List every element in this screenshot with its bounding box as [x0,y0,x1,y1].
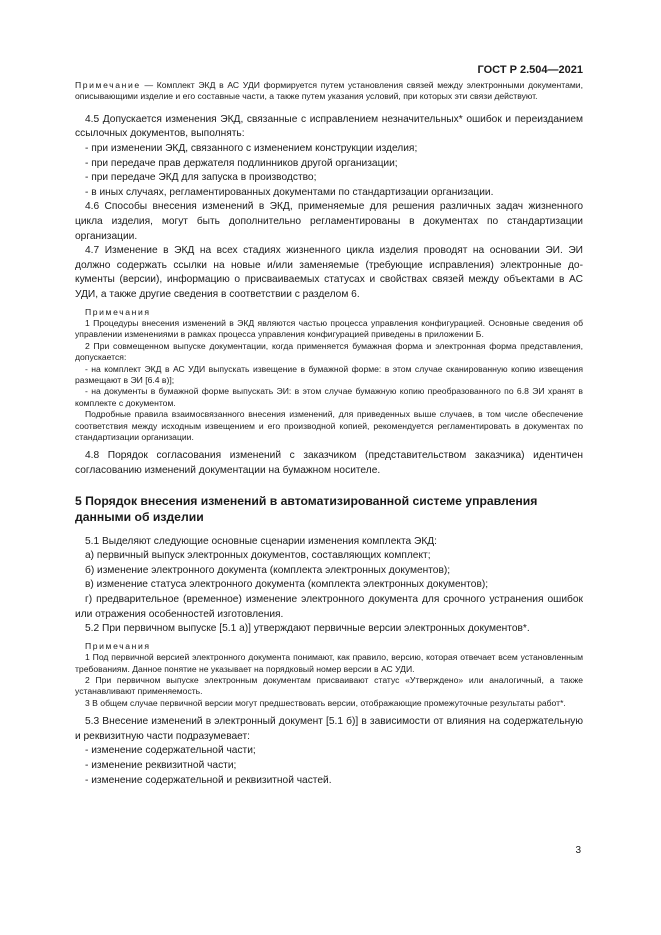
note-top [75,80,583,103]
note-3: Подробные правила взаимосвязанного внесения изменений, для приведенных выше случаев, в том числе обеспечение соответствия между исходным извещением и его производной копией, рекомендуется регламентировать в документах по стандартизации организации. [75,409,583,442]
standard-header: ГОСТ Р 2.504—2021 [477,64,583,76]
note-1: 1 Процедуры внесения изменений в ЭКД являются частью процесса управления конфигурацией. Основные сведения об управлении изменениями в рамках процесса управления конфигурацией приведены в приложении Б. [75,317,583,340]
section-5-heading: 5 Порядок внесения изменений в автоматизированной системе управления данными об изделии [75,493,538,524]
paragraph-4-5: 4.5 Допускается изменения ЭКД, связанные с исправлением незначительных* ошибок и переизданием ссылочных документов, выполнять: [75,113,583,140]
note-2b: - на документы в бумажной форме выпускать ЭИ: в этом случае бумажную копию преобразованного по 6.8 ЭИ хранят в комплекте с документом. [75,386,583,408]
note-label: Примечание [75,80,141,90]
list-item: - при передаче прав держателя подлинников другой организации; [85,157,398,169]
list-item: - изменение содержательной части; [85,745,256,757]
note-5-2: 2 При первичном выпуске электронным документам присваивают статус «Утверждено» или аналогичный, а также устанавливают применяемость. [75,674,583,697]
list-item: - при передаче ЭКД для запуска в производство; [85,172,317,184]
paragraph-5-3: 5.3 Внесение изменений в электронный документ [5.1 б)] в зависимости от влияния на содержательную и реквизитную части подразумевает: [75,716,583,742]
note-2a: - на комплект ЭКД в АС УДИ выпускать извещение в бумажной форме: в этом случае сканированную копию извещения размещают в ЭИ [6.4 в)]; [75,363,583,385]
note-2: 2 При совмещенном выпуске документации, когда применяется бумажная форма и электронная форма представления, допускается: [75,340,583,363]
note-5-1: 1 Под первичной версией электронного документа понимают, как правило, версию, которая отвечает всем установленным требованиям. Данное понятие не указывает на порядковый номер версии в АС УДИ. [75,652,583,674]
notes-title: Примечания [85,306,151,317]
paragraph-5-2: 5.2 При первичном выпуске [5.1 а)] утверждают первичные версии электронных документов*. [85,623,530,635]
paragraph-4-6: 4.6 Способы внесения изменений в ЭКД, применяемые для решения различных задач жизненного цикла изделия, могут быть дополнительно регламентированы в документах по стандартизации организации. [75,201,583,242]
list-item: б) изменение электронного документа (комплекта электронных документов); [85,564,451,576]
page-content [75,80,583,788]
note-5-3: 3 В общем случае первичной версии могут предшествовать версии, отображающие промежуточные результаты работ*. [85,697,566,708]
note-text: — Комплект ЭКД в АС УДИ формируется путем установления связей между электронными документами, описывающими изделие и его составные части, а также путем указания условий, при которых эти связи действуют. [75,80,583,102]
list-item: - изменение содержательной и реквизитной частей. [85,774,332,786]
paragraph-5-1: 5.1 Выделяют следующие основные сценарии изменения комплекта ЭКД: [85,535,438,547]
paragraph-4-7: 4.7 Изменение в ЭКД на всех стадиях жизненного цикла изделия проводят на основании ЭИ. ЭИ должно содержать ссылки на новые и/или заменяемые (требующие исправления) электронные документы (версии), информацию о присваиваемых статусах и свойствах связей между объектами в АС УДИ, а также другие сведения в соответствии с разделом 6. [75,245,583,300]
list-item: а) первичный выпуск электронных документов, составляющих комплект; [85,550,431,562]
list-item: - при изменении ЭКД, связанного с изменением конструкции изделия; [85,143,418,154]
list-item: - изменение реквизитной части; [85,759,237,771]
paragraph-4-8: 4.8 Порядок согласования изменений с заказчиком (представительством заказчика) идентичен согласованию изменений документации на бумажном носителе. [75,450,583,476]
list-item: в) изменение статуса электронного документа (комплекта электронных документов); [85,579,489,591]
page-number: 3 [575,845,581,856]
list-item-g: г) предварительное (временное) изменение электронного документа для срочного устранения ошибок или отражения особенностей изготовления. [75,593,583,620]
list-item: - в иных случаях, регламентированных документами по стандартизации организации. [85,186,494,198]
notes-title-5: Примечания [85,640,151,651]
